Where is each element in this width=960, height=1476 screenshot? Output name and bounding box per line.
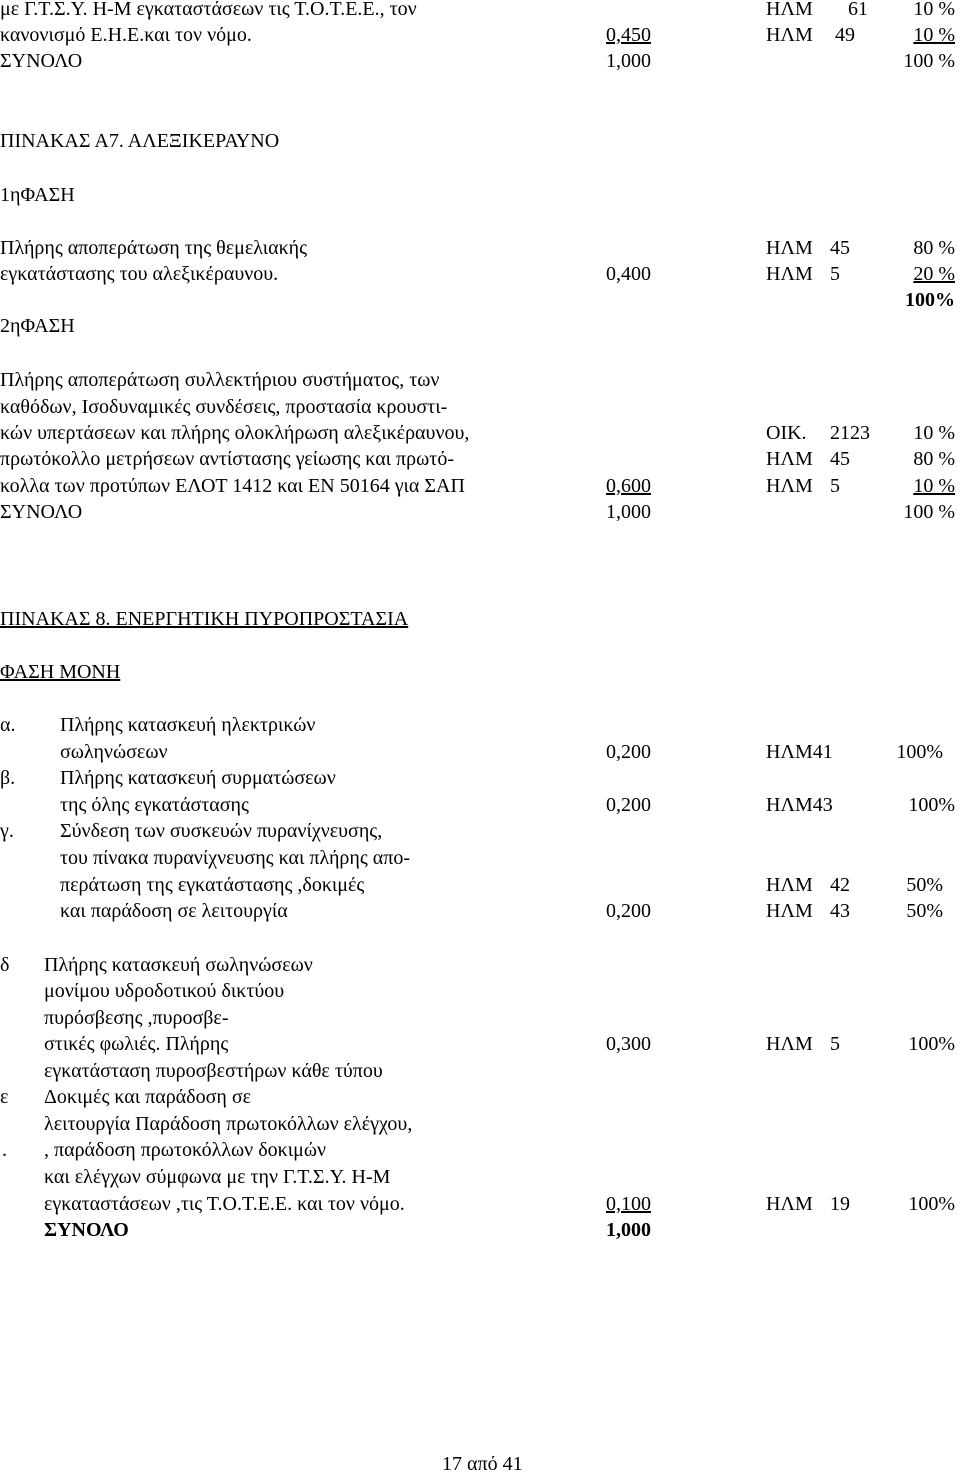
text-line: κολλα των προτύπων ΕΛΟΤ 1412 και ΕΝ 50164 για ΣΑΠ	[0, 475, 465, 497]
code-number: 45	[830, 237, 850, 259]
code: ΗΛΜ	[766, 237, 813, 259]
text-line: Πλήρης κατασκευή σωληνώσεων	[44, 954, 313, 976]
factor: 0,200	[606, 741, 651, 763]
code-number: 43	[830, 900, 850, 922]
percentage: 50%	[906, 874, 943, 896]
percentage: 100%	[896, 741, 943, 763]
item-label: ε	[0, 1086, 9, 1108]
text-line: με Γ.Τ.Σ.Υ. Η-Μ εγκαταστάσεων τις Τ.Ο.Τ.Ε.Ε., τον	[0, 0, 417, 20]
item-label: γ.	[0, 820, 14, 842]
code: ΗΛΜ	[766, 263, 813, 285]
percentage: 50%	[906, 900, 943, 922]
section-title: ΠΙΝΑΚΑΣ Α7. ΑΛΕΞΙΚΕΡΑΥΝΟ	[0, 130, 280, 152]
text-line: Δοκιμές και παράδοση σε	[44, 1086, 252, 1108]
text-line: εγκατάσταση πυροσβεστήρων κάθε τύπου	[44, 1060, 383, 1082]
bullet-dot: .	[2, 1139, 7, 1161]
total-percentage: 100 %	[903, 50, 955, 72]
item-label: δ	[0, 954, 10, 976]
text-line: Σύνδεση των συσκευών πυρανίχνευσης,	[60, 820, 383, 842]
text-line: καθόδων, Ισοδυναμικές συνδέσεις, προστασία κρουστι-	[0, 396, 448, 418]
code: ΗΛΜ	[766, 874, 813, 896]
text-line: μονίμου υδροδοτικού δικτύου	[44, 980, 285, 1002]
code: ΗΛΜ	[766, 24, 813, 46]
phase-heading: ΦΑΣΗ ΜΟΝΗ	[0, 661, 121, 683]
code-number: 45	[830, 448, 850, 470]
phase-heading: 1ηΦΑΣΗ	[0, 184, 75, 206]
page-number: 17 από 41	[442, 1453, 523, 1475]
percentage: 80 %	[913, 448, 955, 470]
text-line: λειτουργία Παράδοση πρωτοκόλλων ελέγχου,	[44, 1113, 413, 1135]
factor: 0,300	[606, 1033, 651, 1055]
section-title: ΠΙΝΑΚΑΣ 8. ΕΝΕΡΓΗΤΙΚΗ ΠΥΡΟΠΡΟΣΤΑΣΙΑ	[0, 608, 409, 630]
code: ΗΛΜ	[766, 900, 813, 922]
text-line: σωληνώσεων	[60, 741, 168, 763]
factor: 0,450	[606, 24, 651, 46]
code: ΗΛΜ43	[766, 794, 833, 816]
text-line: πυρόσβεσης ,πυροσβε-	[44, 1007, 229, 1029]
total-label: ΣΥΝΟΛΟ	[0, 501, 83, 523]
code-number: 19	[830, 1193, 850, 1215]
code-number: 2123	[830, 422, 870, 444]
percentage: 100%	[908, 1033, 955, 1055]
factor: 0,400	[606, 263, 651, 285]
total-factor: 1,000	[606, 501, 651, 523]
total-label: ΣΥΝΟΛΟ	[44, 1219, 129, 1241]
text-line: πρωτόκολλο μετρήσεων αντίστασης γείωσης και πρωτό-	[0, 448, 454, 470]
percentage: 10 %	[913, 0, 955, 20]
text-line: κών υπερτάσεων και πλήρης ολοκλήρωση αλεξικέραυνου,	[0, 422, 470, 444]
percentage: 20 %	[913, 263, 955, 285]
text-line: και ελέγχων σύμφωνα με την Γ.Τ.Σ.Υ. Η-Μ	[44, 1166, 391, 1188]
percentage: 10 %	[913, 24, 955, 46]
percentage: 100%	[908, 1193, 955, 1215]
factor: 0,100	[606, 1193, 651, 1215]
total-percentage: 100 %	[903, 501, 955, 523]
percentage: 80 %	[913, 237, 955, 259]
factor: 0,200	[606, 900, 651, 922]
text-line: εγκαταστάσεων ,τις Τ.Ο.Τ.Ε.Ε. και τον νόμο.	[44, 1193, 405, 1215]
text-line: εγκατάστασης του αλεξικέραυνου.	[0, 263, 279, 285]
total-factor: 1,000	[606, 50, 651, 72]
item-label: α.	[0, 714, 16, 736]
text-line: κανονισμό Ε.Η.Ε.και τον νόμο.	[0, 24, 252, 46]
code: ΗΛΜ	[766, 1193, 813, 1215]
total-label: ΣΥΝΟΛΟ	[0, 50, 83, 72]
text-line: και παράδοση σε λειτουργία	[60, 900, 288, 922]
text-line: στικές φωλιές. Πλήρης	[44, 1033, 229, 1055]
text-line: της όλης εγκατάστασης	[60, 794, 249, 816]
code: ΗΛΜ	[766, 1033, 813, 1055]
code-number: 61	[848, 0, 868, 20]
code: ΗΛΜ41	[766, 741, 833, 763]
code-number: 5	[830, 1033, 840, 1055]
code: ΗΛΜ	[766, 448, 813, 470]
code-number: 42	[830, 874, 850, 896]
code-number: 5	[830, 475, 840, 497]
text-line: του πίνακα πυρανίχνευσης και πλήρης απο-	[60, 847, 411, 869]
percentage: 100%	[908, 794, 955, 816]
factor: 0,600	[606, 475, 651, 497]
percentage: 10 %	[913, 475, 955, 497]
text-line: Πλήρης αποπεράτωση της θεμελιακής	[0, 237, 308, 259]
item-label: β.	[0, 767, 16, 789]
sum-percentage: 100%	[905, 289, 955, 311]
phase-heading: 2ηΦΑΣΗ	[0, 315, 75, 337]
text-line: Πλήρης κατασκευή συρματώσεων	[60, 767, 336, 789]
code: ΟΙΚ.	[766, 422, 807, 444]
code-number: 5	[830, 263, 840, 285]
text-line: περάτωση της εγκατάστασης ,δοκιμές	[60, 874, 365, 896]
code-number: 49	[835, 24, 855, 46]
total-factor: 1,000	[606, 1219, 651, 1241]
text-line: , παράδοση πρωτοκόλλων δοκιμών	[44, 1139, 327, 1161]
percentage: 10 %	[913, 422, 955, 444]
code: ΗΛΜ	[766, 475, 813, 497]
code: ΗΛΜ	[766, 0, 813, 20]
factor: 0,200	[606, 794, 651, 816]
text-line: Πλήρης αποπεράτωση συλλεκτήριου συστήματος, των	[0, 369, 440, 391]
text-line: Πλήρης κατασκευή ηλεκτρικών	[60, 714, 316, 736]
